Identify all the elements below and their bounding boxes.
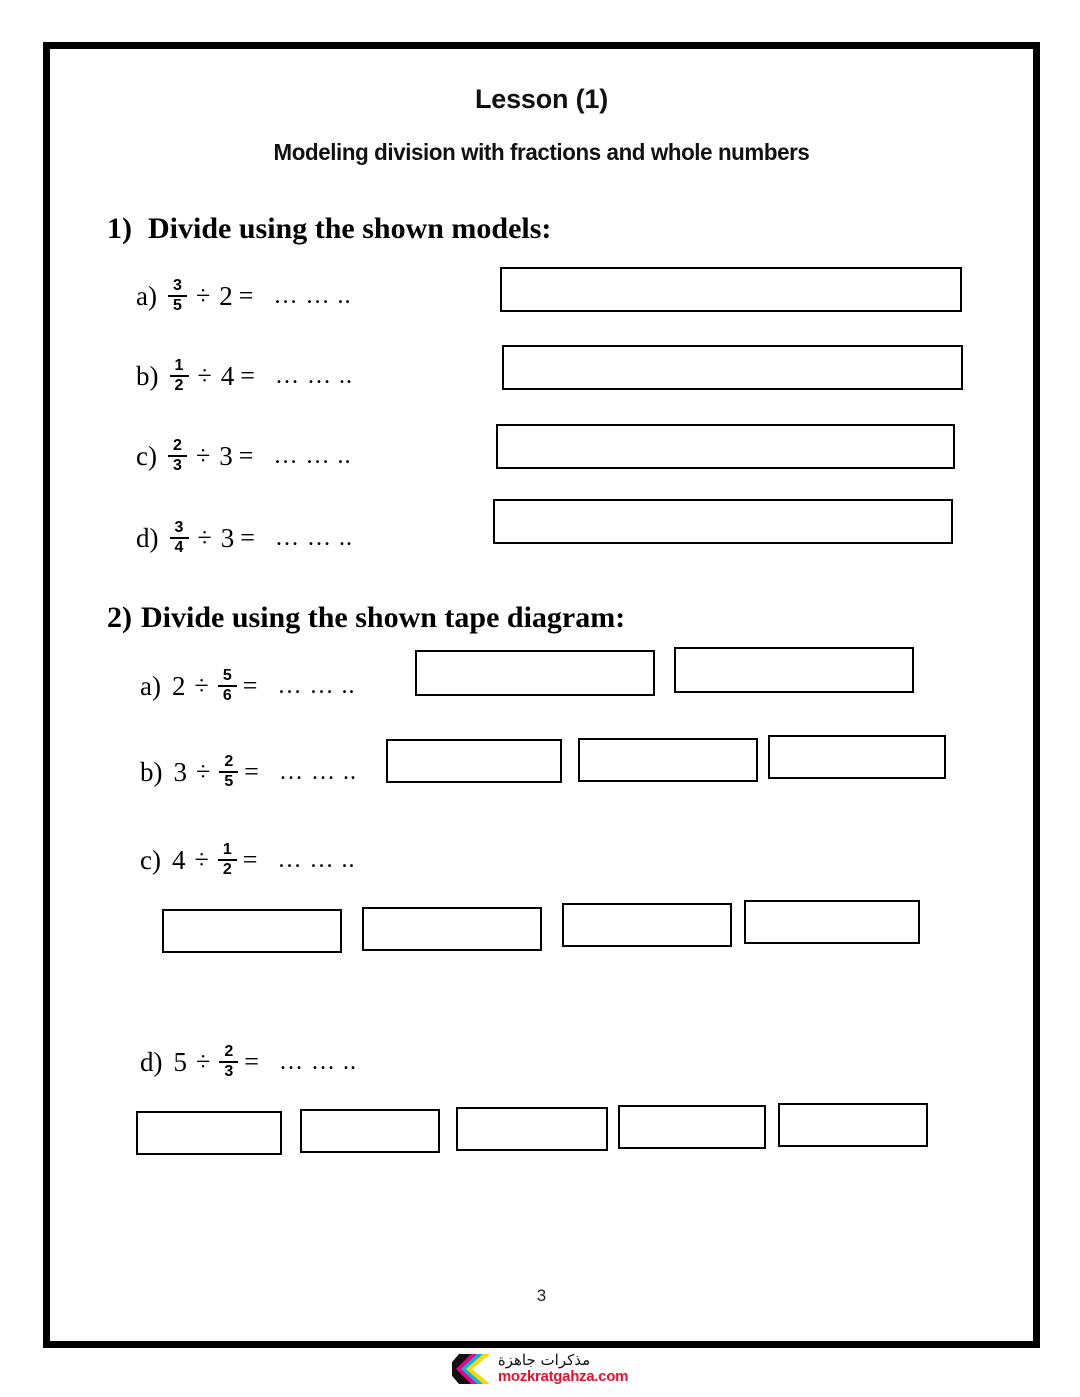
problem-2d-tape-row bbox=[50, 1111, 1033, 1157]
problem-1d-row bbox=[50, 519, 1033, 557]
problem-1a-denominator: 5 bbox=[173, 297, 182, 314]
problem-2d-tape-box[interactable] bbox=[456, 1107, 608, 1151]
page-subtitle: Modeling division with fractions and whole numbers bbox=[273, 139, 810, 165]
problem-1d-divisor: 3 bbox=[220, 522, 235, 553]
problem-1b-numerator: 1 bbox=[174, 357, 184, 374]
problem-1a-answer-blank[interactable]: … … .. bbox=[273, 282, 352, 309]
problem-2b-tape-box[interactable] bbox=[578, 738, 758, 782]
section-1-heading bbox=[107, 212, 1033, 246]
problem-2c-denominator: 2 bbox=[222, 861, 232, 878]
problem-2a-expression bbox=[140, 667, 355, 705]
problem-1c-letter: c) bbox=[136, 440, 157, 471]
problem-2d-tape-box[interactable] bbox=[300, 1109, 440, 1153]
problem-1d-denominator: 4 bbox=[174, 539, 184, 556]
division-operator-icon: ÷ bbox=[195, 281, 211, 310]
problem-1c-expression bbox=[136, 437, 351, 475]
problem-1c-divisor: 3 bbox=[219, 440, 233, 471]
problem-2d-tape-box[interactable] bbox=[618, 1105, 766, 1149]
problem-2a-tape-box[interactable] bbox=[415, 650, 655, 696]
equals-sign: = bbox=[242, 845, 258, 874]
problem-2c-tape-box[interactable] bbox=[362, 907, 542, 951]
division-operator-icon: ÷ bbox=[196, 1047, 211, 1076]
page-number: 3 bbox=[536, 1286, 547, 1305]
equals-sign: = bbox=[238, 281, 254, 310]
problem-2c-tape-box[interactable] bbox=[162, 909, 342, 953]
problem-2c-tape-box[interactable] bbox=[562, 903, 732, 947]
problem-2d-tape-box[interactable] bbox=[778, 1103, 928, 1147]
problem-2c-row bbox=[50, 841, 1033, 879]
problem-2d-letter: d) bbox=[140, 1046, 163, 1077]
problem-2b-fraction bbox=[219, 753, 238, 791]
problem-2b-expression bbox=[140, 753, 357, 791]
problem-2b-tape-box[interactable] bbox=[768, 735, 946, 779]
logo-arabic-text: مذكرات جاهزة bbox=[497, 1351, 591, 1370]
problem-2b-numerator: 2 bbox=[224, 753, 234, 770]
problem-2d-answer-blank[interactable]: … … .. bbox=[278, 1048, 357, 1075]
problem-1b-model-box[interactable] bbox=[502, 345, 963, 390]
problem-2b-letter: b) bbox=[140, 756, 163, 787]
problem-1b-fraction bbox=[170, 357, 189, 395]
problem-2a-row bbox=[50, 667, 1033, 705]
problem-1b-expression bbox=[136, 357, 353, 395]
division-operator-icon: ÷ bbox=[197, 523, 212, 552]
problem-2a-numerator: 5 bbox=[222, 667, 232, 684]
worksheet-page bbox=[43, 42, 1040, 1348]
division-operator-icon: ÷ bbox=[197, 361, 212, 390]
problem-2a-denominator: 6 bbox=[222, 687, 232, 704]
problem-2c-letter: c) bbox=[140, 844, 161, 875]
equals-sign: = bbox=[242, 671, 258, 700]
problem-1c-numerator: 2 bbox=[173, 437, 182, 454]
problem-2a-tape-box[interactable] bbox=[674, 647, 914, 693]
problem-1c-fraction bbox=[168, 437, 187, 475]
problem-2a-fraction bbox=[218, 667, 237, 705]
logo-domain-text: mozkratgahza.com bbox=[497, 1368, 629, 1385]
problem-1b-answer-blank[interactable]: … … .. bbox=[274, 362, 353, 389]
page-title: Lesson (1) bbox=[474, 84, 609, 114]
section-1-heading-text: Divide using the shown models: bbox=[148, 212, 552, 245]
problem-2d-numerator: 2 bbox=[224, 1043, 234, 1060]
section-1-number: 1) bbox=[107, 212, 132, 245]
problem-1b-letter: b) bbox=[136, 360, 159, 391]
problem-2c-expression bbox=[140, 841, 355, 879]
problem-1a-expression bbox=[136, 277, 351, 315]
division-operator-icon: ÷ bbox=[195, 441, 211, 470]
equals-sign: = bbox=[240, 523, 255, 552]
equals-sign: = bbox=[240, 361, 255, 390]
problem-2c-answer-blank[interactable]: … … .. bbox=[277, 846, 356, 873]
problem-2d-expression bbox=[140, 1043, 357, 1081]
problem-1a-fraction bbox=[168, 277, 187, 315]
problem-1c-model-box[interactable] bbox=[496, 424, 955, 469]
problem-2c-numerator: 1 bbox=[222, 841, 232, 858]
problem-2c-tape-box[interactable] bbox=[744, 900, 920, 944]
problem-1b-row bbox=[50, 357, 1033, 395]
problem-2d-tape-box[interactable] bbox=[136, 1111, 282, 1155]
problem-1a-letter: a) bbox=[136, 280, 157, 311]
problem-1a-model-box[interactable] bbox=[500, 267, 962, 312]
problem-2d-fraction bbox=[219, 1043, 238, 1081]
problem-2d-row bbox=[50, 1043, 1033, 1081]
site-logo[interactable] bbox=[452, 1352, 628, 1386]
problem-1d-numerator: 3 bbox=[174, 519, 184, 536]
equals-sign: = bbox=[244, 1047, 259, 1076]
problem-1a-divisor: 2 bbox=[219, 280, 233, 311]
problem-2a-letter: a) bbox=[140, 670, 161, 701]
problem-1b-divisor: 4 bbox=[220, 360, 235, 391]
problem-1c-answer-blank[interactable]: … … .. bbox=[273, 442, 352, 469]
problem-1d-model-box[interactable] bbox=[493, 499, 953, 544]
equals-sign: = bbox=[238, 441, 254, 470]
problem-1a-row bbox=[50, 277, 1033, 315]
problem-2c-fraction bbox=[218, 841, 237, 879]
problem-1d-answer-blank[interactable]: … … .. bbox=[274, 524, 353, 551]
division-operator-icon: ÷ bbox=[194, 671, 209, 700]
problem-2c-tape-row bbox=[50, 909, 1033, 955]
chevron-arrow-icon bbox=[452, 1352, 492, 1386]
division-operator-icon: ÷ bbox=[194, 845, 209, 874]
problem-2a-answer-blank[interactable]: … … .. bbox=[277, 672, 356, 699]
problem-1a-numerator: 3 bbox=[173, 277, 182, 294]
equals-sign: = bbox=[244, 757, 259, 786]
problem-2d-denominator: 3 bbox=[224, 1063, 234, 1080]
logo-text-block bbox=[498, 1353, 628, 1385]
problem-1c-denominator: 3 bbox=[173, 457, 182, 474]
problem-2d-dividend: 5 bbox=[173, 1046, 187, 1077]
problem-1d-expression bbox=[136, 519, 353, 557]
problem-1d-letter: d) bbox=[136, 522, 159, 553]
problem-2c-dividend: 4 bbox=[171, 844, 186, 875]
problem-2b-row bbox=[50, 753, 1033, 791]
title-block bbox=[50, 84, 1033, 166]
problem-2b-denominator: 5 bbox=[224, 773, 234, 790]
problem-1d-fraction bbox=[170, 519, 189, 557]
problem-2b-dividend: 3 bbox=[173, 756, 187, 787]
section-2-number: 2) bbox=[107, 601, 132, 634]
problem-2b-answer-blank[interactable]: … … .. bbox=[278, 758, 357, 785]
problem-2a-dividend: 2 bbox=[171, 670, 186, 701]
site-footer bbox=[0, 1352, 1080, 1386]
division-operator-icon: ÷ bbox=[196, 757, 211, 786]
problem-1c-row bbox=[50, 437, 1033, 475]
section-2-heading-text: Divide using the shown tape diagram: bbox=[141, 601, 626, 634]
section-2-heading bbox=[107, 601, 1033, 635]
problem-1b-denominator: 2 bbox=[174, 377, 184, 394]
problem-2b-tape-box[interactable] bbox=[386, 739, 562, 783]
